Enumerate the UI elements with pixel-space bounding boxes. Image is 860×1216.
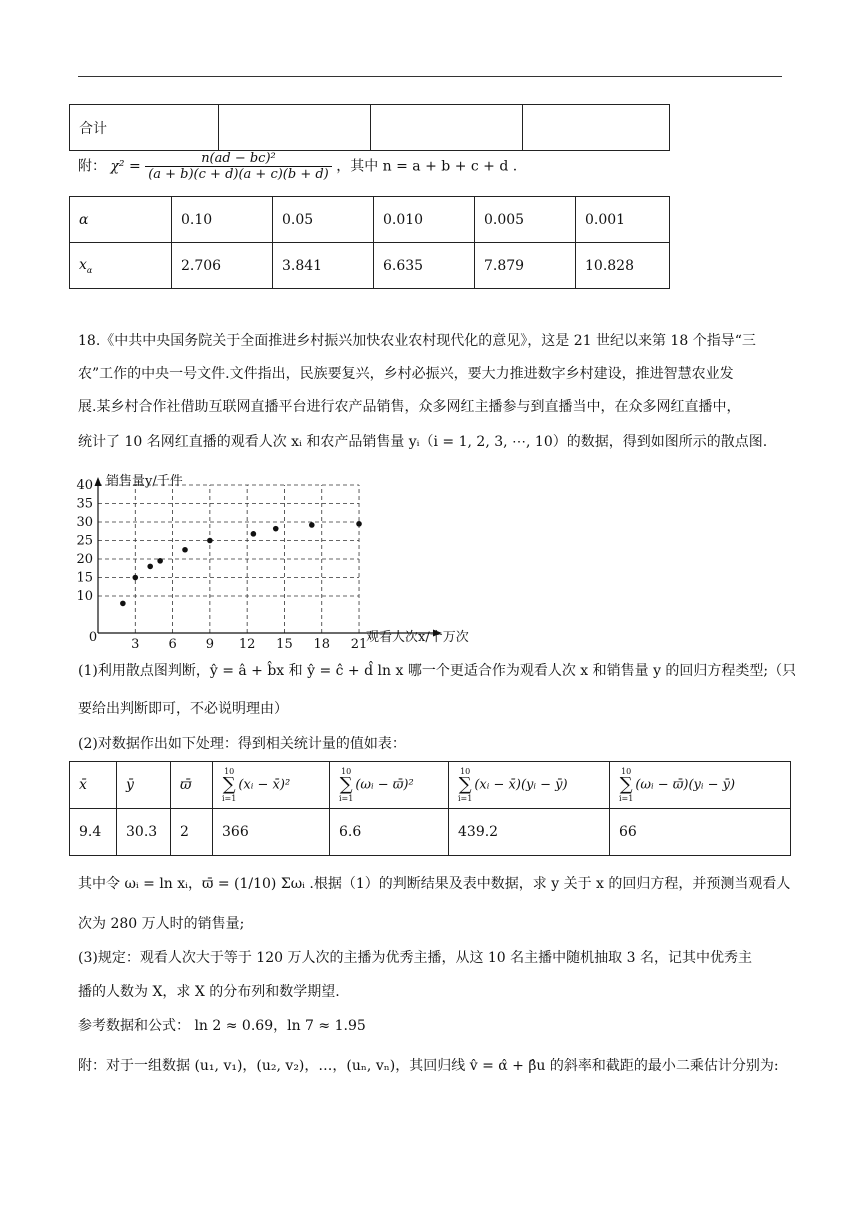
- scatter-point: [182, 547, 188, 553]
- y-tick-label: 30: [76, 515, 93, 530]
- stats-value: 2: [171, 809, 213, 856]
- x-alpha-cell: 7.879: [475, 243, 576, 289]
- formula-prefix: 附：: [78, 158, 106, 175]
- question-text-line: (3)规定：观看人次大于等于 120 万人次的主播为优秀主播，从这 10 名主播中随机抽取 3 名，记其中优秀主: [78, 950, 752, 966]
- sum-expression: (ωᵢ − ϖ̄)²: [355, 777, 414, 793]
- question-text-line: (2)对数据作出如下处理：得到相关统计量的值如表：: [78, 736, 406, 752]
- stats-value: 66: [610, 809, 791, 856]
- scatter-point: [207, 538, 213, 544]
- stats-header: ȳ: [117, 762, 171, 809]
- x-alpha-cell: 10.828: [576, 243, 670, 289]
- stats-value: 439.2: [449, 809, 610, 856]
- x-tick-label: 21: [350, 637, 368, 648]
- stats-value: 366: [213, 809, 330, 856]
- alpha-cell: 0.05: [273, 197, 374, 243]
- contingency-table-total-row: [69, 104, 670, 151]
- alpha-cell: 0.010: [374, 197, 475, 243]
- stats-header: [610, 762, 791, 809]
- sum-lower-limit: i=1: [222, 794, 237, 803]
- question-text-line: 次为 280 万人时的销售量;: [78, 916, 245, 932]
- sum-upper-limit: 10: [341, 767, 352, 776]
- statistics-table: [69, 761, 791, 856]
- header-rule: [78, 76, 782, 77]
- scatter-point: [251, 531, 257, 537]
- total-cell: [523, 105, 670, 151]
- sum-upper-limit: 10: [460, 767, 471, 776]
- x-alpha-header: [70, 243, 172, 289]
- scatter-point: [147, 564, 153, 570]
- sum-expression: (ωᵢ − ϖ̄)(yᵢ − ȳ): [635, 777, 736, 793]
- sum-lower-limit: i=1: [458, 794, 473, 803]
- chi-square-formula: [78, 151, 517, 195]
- y-tick-label: 35: [76, 496, 93, 512]
- y-tick-label: 25: [76, 533, 93, 549]
- appendix-line: 附：对于一组数据 (u₁, v₁)，(u₂, v₂)，…，(uₙ, vₙ)，其回归线 v̂ = α̂ + β̂u 的斜率和截距的最小二乘估计分别为:: [78, 1058, 779, 1074]
- formula-fraction: [145, 151, 332, 182]
- formula-suffix: ，其中 n = a + b + c + d .: [336, 158, 518, 175]
- y-axis-arrow-icon: [95, 477, 102, 486]
- summation-sign: 10 ∑ i=1: [339, 767, 354, 803]
- x-alpha-cell: 6.635: [374, 243, 475, 289]
- stats-value: 30.3: [117, 809, 171, 856]
- sum-expression: (xᵢ − x̄)²: [238, 777, 291, 793]
- sum-upper-limit: 10: [621, 767, 632, 776]
- question-text-line: 18.《中共中央国务院关于全面推进乡村振兴加快农业农村现代化的意见》，这是 21 世纪以来第 18 个指导“三: [78, 333, 756, 349]
- scatter-plot: [76, 468, 496, 648]
- stats-header: x̄: [70, 762, 117, 809]
- x-tick-label: 6: [168, 637, 177, 648]
- sum-lower-limit: i=1: [619, 794, 634, 803]
- scatter-point: [132, 575, 138, 581]
- stats-header: [330, 762, 449, 809]
- y-tick-label: 10: [76, 589, 93, 604]
- question-text-line: 播的人数为 X，求 X 的分布列和数学期望.: [78, 984, 340, 1000]
- y-axis-label: 销售量y/千件: [106, 474, 183, 489]
- total-cell: [371, 105, 523, 151]
- formula-denominator: (a + b)(c + d)(a + c)(b + d): [148, 167, 329, 182]
- reference-data-line: 参考数据和公式： ln 2 ≈ 0.69，ln 7 ≈ 1.95: [78, 1018, 366, 1034]
- x-tick-label: 12: [238, 637, 256, 648]
- table-row: [70, 105, 670, 151]
- y-tick-label: 15: [76, 570, 93, 586]
- formula-lhs: χ² =: [110, 158, 141, 175]
- table-row: [70, 809, 791, 856]
- x-tick-label: 3: [131, 637, 140, 648]
- origin-label: 0: [88, 630, 98, 645]
- y-tick-label: 20: [76, 552, 93, 567]
- scatter-point: [273, 526, 279, 532]
- stats-value: 6.6: [330, 809, 449, 856]
- stats-header: [213, 762, 330, 809]
- scatter-point: [356, 521, 362, 527]
- table-row: [70, 243, 670, 289]
- x-alpha-cell: 2.706: [172, 243, 273, 289]
- x-tick-label: 18: [313, 637, 331, 648]
- x-tick-label: 9: [205, 637, 215, 648]
- summation-sign: 10 ∑ i=1: [222, 767, 237, 803]
- x-alpha-cell: 3.841: [273, 243, 374, 289]
- x-symbol: x: [79, 256, 87, 273]
- stats-header: [449, 762, 610, 809]
- alpha-cell: 0.10: [172, 197, 273, 243]
- total-cell: [219, 105, 371, 151]
- alpha-header: α: [70, 197, 172, 243]
- stats-header: ϖ̄: [171, 762, 213, 809]
- alpha-cell: 0.005: [475, 197, 576, 243]
- alpha-cell: 0.001: [576, 197, 670, 243]
- scatter-point: [157, 558, 163, 564]
- x-axis-label: 观看人次x/十万次: [366, 630, 469, 645]
- question-text-line: 展.某乡村合作社借助互联网直播平台进行农产品销售，众多网红主播参与到直播当中，在众多网红直播中，: [78, 399, 741, 415]
- question-text-line: (1)利用散点图判断，ŷ = â + b̂x 和 ŷ = ĉ + d̂ ln x 哪一个更适合作为观看人次 x 和销售量 y 的回归方程类型;（只: [78, 663, 797, 679]
- sum-lower-limit: i=1: [339, 794, 354, 803]
- y-tick-label: 40: [76, 478, 93, 493]
- total-label: 合计: [70, 105, 219, 151]
- table-row: [70, 762, 791, 809]
- summation-sign: 10 ∑ i=1: [458, 767, 473, 803]
- alpha-subscript: α: [86, 265, 93, 275]
- table-row: [70, 197, 670, 243]
- formula-numerator: n(ad − bc)²: [145, 151, 332, 167]
- sum-expression: (xᵢ − x̄)(yᵢ − ȳ): [474, 777, 568, 793]
- question-text-line: 其中令 ωᵢ = ln xᵢ，ϖ̄ = (1/10) Σωᵢ .根据（1）的判断结果及表中数据，求 y 关于 x 的回归方程，并预测当观看人: [78, 876, 791, 892]
- question-text-line: 要给出判断即可，不必说明理由）: [78, 701, 288, 717]
- scatter-point: [309, 522, 315, 528]
- question-text-line: 统计了 10 名网红直播的观看人次 xᵢ 和农产品销售量 yᵢ（i = 1, 2, 3, ⋯, 10）的数据，得到如图所示的散点图.: [78, 434, 768, 450]
- summation-sign: 10 ∑ i=1: [619, 767, 634, 803]
- stats-value: 9.4: [70, 809, 117, 856]
- scatter-point: [120, 601, 126, 607]
- critical-value-table: [69, 196, 670, 289]
- sum-upper-limit: 10: [224, 767, 235, 776]
- question-text-line: 农”工作的中央一号文件.文件指出，民族要复兴，乡村必振兴，要大力推进数字乡村建设，推进智慧农业发: [78, 366, 734, 382]
- x-tick-label: 15: [276, 637, 293, 648]
